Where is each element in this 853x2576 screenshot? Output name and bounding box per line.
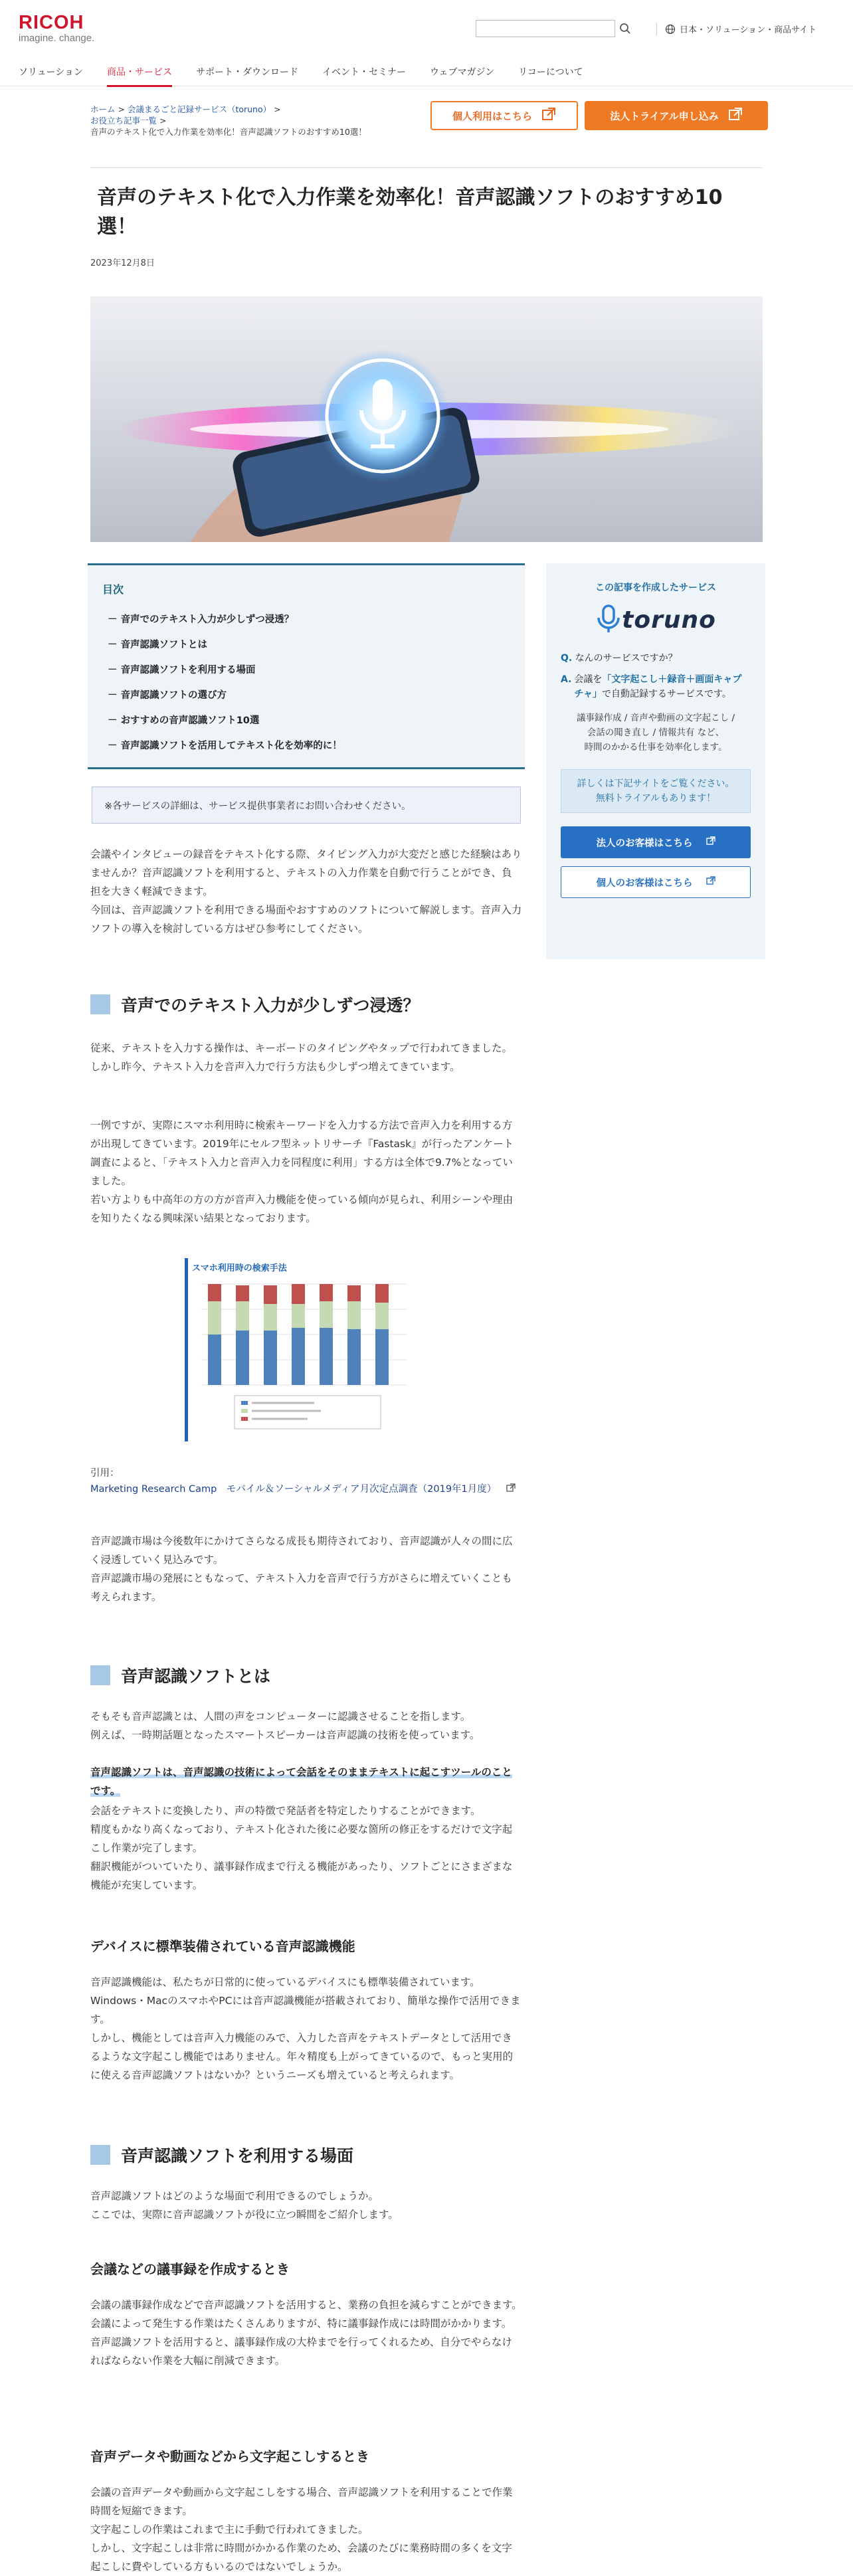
section2-highlight: 音声認識ソフトは、音声認識の技術によって会話をそのままテキストに起こすツールのことです。: [90, 1766, 512, 1797]
toc-title: 目次: [102, 583, 124, 596]
sidebar-detail: 議事録作成 / 音声や動画の文字起こし / 会話の聞き直し / 情報共有 など、 時間のかかる仕事を効率化します。: [577, 713, 735, 753]
toc-item[interactable]: － 音声でのテキスト入力が少しずつ浸透？: [108, 614, 294, 625]
section3-paragraph-2: 会議の議事録作成などで音声認識ソフトを活用すると、業務の負担を減らすことができます。 会議によって発生する作業はたくさんありますが、特に議事録作成には時間がかかります。 音声認識ソフトを活用すると、議事録作成の大枠までを行ってくれるため、自分でやらなければならない作業を大幅に削減できます。: [90, 2299, 522, 2367]
sidebar-heading: この記事を作成したサービス: [595, 583, 716, 593]
personal-use-button[interactable]: [430, 101, 578, 130]
toruno-wordmark: toruno: [622, 606, 716, 634]
figure-graphic: [188, 1276, 425, 1435]
section3-paragraph-3: 会議の音声データや動画から文字起こしをする場合、音声認識ソフトを利用することで作業時間を短縮できます。 文字起こしの作業はこれまで主に手動で行われてきました。 しかし、文字起こしは非常に時間がかかる作業のため、会議のたびに業務時間の多くを文字起こしに費やしている方もいるのではないでしょうか。: [90, 2486, 513, 2573]
section-heading: 音声でのテキスト入力が少しずつ浸透？: [90, 992, 522, 1016]
citation-link[interactable]: Marketing Research Camp モバイル＆ソーシャルメディア月次定点調査（2019年1月度）: [90, 1484, 497, 1495]
table-of-contents: [88, 563, 525, 769]
nav-about-ricoh[interactable]: リコーについて: [518, 67, 583, 78]
nav-products-services[interactable]: 商品・サービス: [107, 65, 172, 87]
logo-tagline: imagine. change.: [19, 33, 95, 44]
figure-bar: [292, 1284, 305, 1385]
toruno-logo[interactable]: [561, 600, 751, 639]
nav-support-download[interactable]: サポート・ダウンロード: [196, 67, 299, 78]
header-rule: [90, 167, 763, 168]
section2-paragraph-1: そもそも音声認識とは、人間の声をコンピューターに認識させることを指します。 例えば、一時期話題となったスマートスピーカーは音声認識の技術を使っています。: [90, 1710, 480, 1741]
personal-use-label: 個人利用はこちら: [452, 110, 532, 122]
nav-events-seminars[interactable]: イベント・セミナー: [322, 67, 407, 78]
nav-web-magazine[interactable]: ウェブマガジン: [430, 67, 495, 78]
nav-solutions[interactable]: ソリューション: [19, 67, 84, 78]
subsection-heading: 音声データや動画などから文字起こしするとき: [90, 2448, 369, 2464]
personal-customer-button[interactable]: 個人のお客様はこちら: [561, 866, 751, 898]
site-header: [0, 0, 853, 86]
article-date: 2023年12月8日: [90, 258, 155, 268]
cta-row: [430, 101, 768, 130]
hero-image: [90, 296, 763, 542]
search-method-figure: [185, 1258, 428, 1441]
region-label: 日本・ソリューション・商品サイト: [680, 25, 817, 35]
toc-item[interactable]: － おすすめの音声認識ソフト10選: [108, 715, 260, 726]
breadcrumb-home[interactable]: ホーム: [90, 104, 116, 114]
breadcrumb-article-list[interactable]: お役立ち記事一覧: [90, 116, 157, 126]
section-heading: 音声認識ソフトを利用する場面: [90, 2143, 522, 2167]
heading-square: [90, 994, 110, 1014]
globe-icon: [665, 24, 676, 35]
figure-bar: [347, 1285, 361, 1385]
figure-bar: [236, 1285, 249, 1385]
service-sidebar: [546, 563, 765, 959]
toc-item[interactable]: － 音声認識ソフトを利用する場面: [108, 665, 256, 676]
subsection-heading: 会議などの議事録を作成するとき: [90, 2261, 290, 2277]
global-nav: [19, 65, 607, 87]
sidebar-answer: A. 会議を「文字起こし＋録音＋画面キャプチャ」で自動記録するサービスです。: [561, 674, 742, 699]
toruno-logo-mic-icon: [595, 603, 622, 636]
section1-paragraph-1: 従来、テキストを入力する操作は、キーボードのタイピングやタップで行われてきました。 しかし昨今、テキスト入力を音声入力で行う方法も少しずつ増えてきています。: [90, 1042, 513, 1073]
service-note: ※各サービスの詳細は、サービス提供事業者にお問い合わせください。: [92, 786, 521, 824]
citation-label: 引用：: [90, 1468, 120, 1479]
breadcrumb-current: 音声のテキスト化で入力作業を効率化！音声認識ソフトのおすすめ10選！: [90, 127, 367, 137]
corporate-customer-button[interactable]: 法人のお客様はこちら: [561, 826, 751, 858]
heading-square: [90, 1665, 110, 1685]
external-link-icon: [706, 876, 715, 888]
section2-paragraph-3: 音声認識機能は、私たちが日常的に使っているデバイスにも標準装備されています。 Windows・MacのスマホやPCには音声認識機能が搭載されており、簡単な操作で活用できます。 しかし、機能としては音声入力機能のみで、入力した音声をテキストデータとして活用できるような文字起こし機能ではありません。年々精度も上がってきているので、もっと実用的に使える音声認識ソフトはないか？というニーズも増えていると考えられます。: [90, 1976, 521, 2081]
search-icon[interactable]: [615, 20, 635, 37]
corporate-trial-button[interactable]: [585, 101, 768, 130]
breadcrumb-separator: >: [271, 104, 281, 114]
external-link-icon: [728, 107, 743, 124]
search-bar: [476, 20, 635, 37]
search-input[interactable]: [476, 20, 615, 37]
section3-paragraph-1: 音声認識ソフトはどのような場面で利用できるのでしょうか。 ここでは、実際に音声認識ソフトが役に立つ瞬間をご紹介します。: [90, 2190, 399, 2221]
breadcrumb: [90, 104, 369, 138]
sidebar-info-box: 詳しくは下記サイトをご覧ください。 無料トライアルもあります！: [561, 769, 751, 813]
breadcrumb-service[interactable]: 会議まるごと記録サービス（toruno）: [127, 104, 272, 114]
figure-bar: [375, 1284, 389, 1385]
ricoh-logo[interactable]: [19, 12, 94, 44]
figure-bar: [264, 1285, 277, 1385]
corporate-trial-label: 法人トライアル申し込み: [610, 110, 719, 122]
intro-paragraph: 会議やインタビューの録音をテキスト化する際、タイピング入力が大変だと感じた経験はありませんか？音声認識ソフトを利用すると、テキストの入力作業を自動で行うことができ、負担を大きく軽減できます。 今回は、音声認識ソフトを利用できる場面やおすすめのソフトについて解説します。音声入力ソフトの導入を検討している方はぜひ参考にしてください。: [90, 848, 522, 935]
region-divider: [656, 23, 657, 35]
toc-item[interactable]: － 音声認識ソフトを活用してテキスト化を効率的に！: [108, 741, 342, 751]
section1-paragraph-3: 音声認識市場は今後数年にかけてさらなる成長も期待されており、音声認識が人々の間に広く浸透していく見込みです。 音声認識市場の発展にともなって、テキスト入力を音声で行う方がさらに増えていくことも考えられます。: [90, 1535, 513, 1603]
external-link-icon: [706, 836, 715, 848]
subsection-heading: デバイスに標準装備されている音声認識機能: [90, 1938, 355, 1954]
section2-paragraph-2: 会話をテキストに変換したり、声の特徴で発話者を特定したりすることができます。 精度もかなり高くなっており、テキスト化された後に必要な箇所の修正をするだけで文字起こし作業が完了します。 翻訳機能がついていたり、議事録作成まで行える機能があったり、ソフトごとにさまざまな機能が充実しています。: [90, 1805, 513, 1891]
breadcrumb-separator: >: [115, 104, 128, 114]
logo-wordmark: RICOH: [19, 12, 84, 33]
section-heading: 音声認識ソフトとは: [90, 1663, 522, 1687]
heading-square: [90, 2145, 110, 2165]
toc-item[interactable]: － 音声認識ソフトとは: [108, 640, 208, 650]
toc-item[interactable]: － 音声認識ソフトの選び方: [108, 690, 227, 701]
figure-title: スマホ利用時の検索手法: [192, 1263, 287, 1273]
external-link-icon: [506, 1483, 516, 1495]
external-link-icon: [541, 107, 556, 124]
figure-bar: [208, 1284, 221, 1385]
figure-bar: [320, 1284, 333, 1385]
sidebar-question: Q. なんのサービスですか？: [561, 653, 678, 664]
breadcrumb-separator: >: [157, 116, 167, 126]
section1-paragraph-2: 一例ですが、実際にスマホ利用時に検索キーワードを入力する方法で音声入力を利用する方が出現してきています。2019年にセルフ型ネットリサーチ『Fastask』が行ったアンケート調査によると、「テキスト入力と音声入力を同程度に利用」する方は全体で9.7%となっていました。 若い方よりも中高年の方の方が音声入力機能を使っている傾向が見られ、利用シーンや理由を知りたくなる興味深い結果となっております。: [90, 1119, 514, 1224]
article-title: 音声のテキスト化で入力作業を効率化！音声認識ソフトのおすすめ10選！: [97, 186, 723, 238]
region-selector[interactable]: [656, 23, 816, 35]
